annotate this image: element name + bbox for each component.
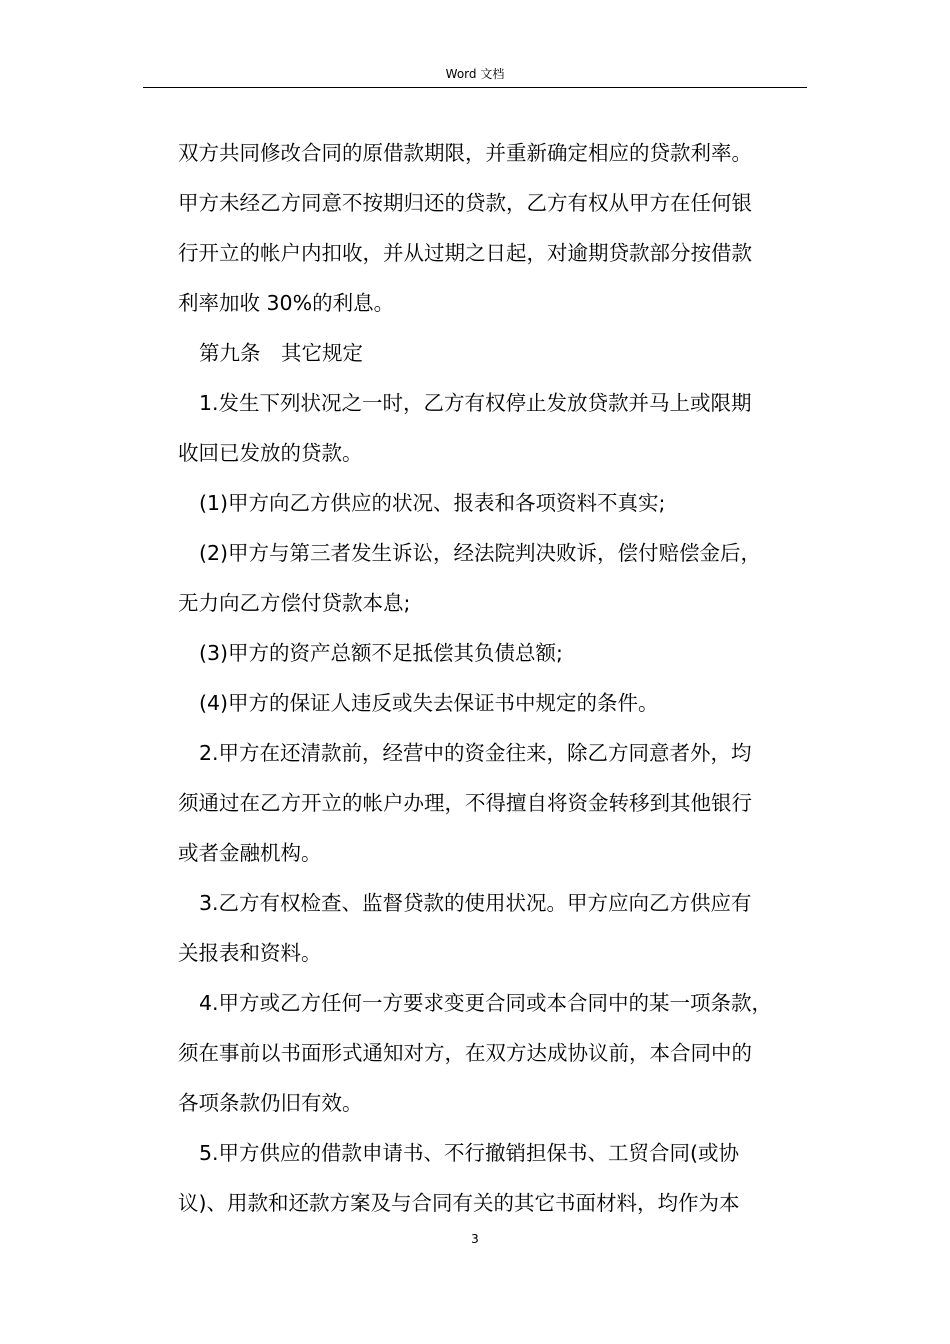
text-line: 议)、用款和还款方案及与合同有关的其它书面材料，均作为本	[178, 1191, 740, 1215]
text-line: (1)甲方向乙方供应的状况、报表和各项资料不真实;	[199, 491, 666, 515]
text-line: 行开立的帐户内扣收，并从过期之日起，对逾期贷款部分按借款	[178, 241, 752, 265]
text-line: 3.乙方有权检查、监督贷款的使用状况。甲方应向乙方供应有	[199, 891, 752, 915]
header-title: Word 文档	[445, 67, 505, 81]
text-line: 2.甲方在还清款前，经营中的资金往来，除乙方同意者外，均	[199, 741, 752, 765]
text-lines	[178, 128, 804, 1228]
text-line: (2)甲方与第三者发生诉讼，经法院判决败诉，偿付赔偿金后，	[199, 541, 762, 565]
text-line: 关报表和资料。	[178, 941, 322, 965]
article-heading: 第九条 其它规定	[199, 341, 363, 365]
text-line: (3)甲方的资产总额不足抵偿其负债总额;	[199, 641, 563, 665]
text-line: 利率加收 30%的利息。	[178, 291, 395, 315]
text-line: 双方共同修改合同的原借款期限，并重新确定相应的贷款利率。	[178, 141, 752, 165]
text-line: 1.发生下列状况之一时，乙方有权停止发放贷款并马上或限期	[199, 391, 752, 415]
text-line: 各项条款仍旧有效。	[178, 1091, 363, 1115]
header-divider	[143, 87, 807, 88]
text-line: (4)甲方的保证人违反或失去保证书中规定的条件。	[199, 691, 659, 715]
page-number: 3	[471, 1232, 479, 1246]
text-line: 甲方未经乙方同意不按期归还的贷款，乙方有权从甲方在任何银	[178, 191, 752, 215]
text-line: 4.甲方或乙方任何一方要求变更合同或本合同中的某一项条款，	[199, 991, 773, 1015]
text-line: 须通过在乙方开立的帐户办理，不得擅自将资金转移到其他银行	[178, 791, 752, 815]
text-line: 须在事前以书面形式通知对方，在双方达成协议前，本合同中的	[178, 1041, 752, 1065]
text-line: 5.甲方供应的借款申请书、不行撤销担保书、工贸合同(或协	[199, 1141, 740, 1165]
text-line: 或者金融机构。	[178, 841, 322, 865]
text-line: 收回已发放的贷款。	[178, 441, 363, 465]
text-line: 无力向乙方偿付贷款本息;	[178, 591, 411, 615]
document-body	[178, 128, 804, 1228]
